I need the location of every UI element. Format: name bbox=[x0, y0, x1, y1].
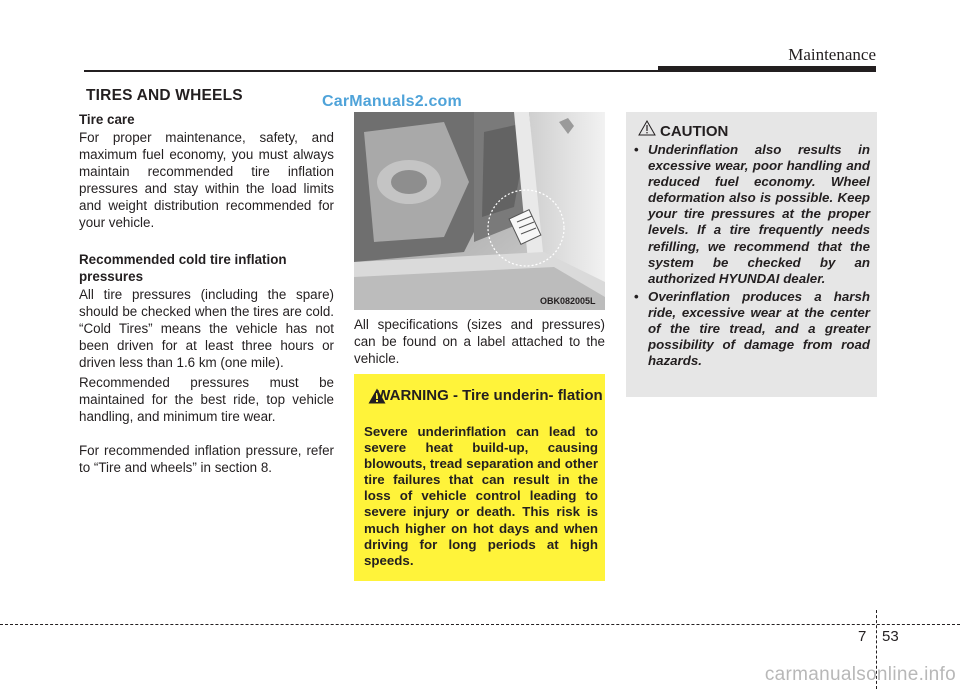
figure-caption: All specifications (sizes and pressures) can be found on a label attached to the vehicle. bbox=[354, 317, 605, 366]
caution-item bbox=[634, 142, 870, 287]
tire-care-paragraph: For proper maintenance, safety, and maximum fuel economy, you must always maintain recommended tire inflation pressures and stay within the load limits and weight distribution recommended for your vehicle. bbox=[79, 130, 334, 230]
caution-box bbox=[626, 112, 877, 397]
header-rule bbox=[84, 70, 660, 72]
tire-care-heading: Tire care bbox=[79, 112, 135, 127]
caution-item-text: Underinflation also results in excessive wear, poor handling and reduced fuel economy. Wheel deformation also is possible. Keep your tire pressures at the proper levels. If a tire frequently needs refilling, we recommend that the system be checked by an authorized HYUNDAI dealer. bbox=[648, 142, 870, 286]
cold-inflation-paragraph-1: All tire pressures (including the spare) should be checked when the tires are cold. “Cold Tires” means the vehicle has not been driven for at least three hours or driven less than 1.6 km (one mile). bbox=[79, 287, 334, 370]
caution-list bbox=[634, 142, 870, 371]
header-rule-thick bbox=[658, 66, 876, 72]
caution-item bbox=[634, 289, 870, 369]
chapter-number: 7 bbox=[858, 628, 867, 645]
figure-code: OBK082005L bbox=[540, 296, 596, 306]
warning-title: WARNING - Tire underin- flation bbox=[376, 387, 603, 404]
bullet-icon: • bbox=[634, 142, 639, 157]
warning-text: Severe underinflation can lead to severe heat build-up, causing blowouts, tread separation and other tire failures that can result in the loss of vehicle control leading to severe injury or death. This risk is much higher on hot days and when driving for long periods at high speeds. bbox=[364, 424, 598, 568]
door-jamb-illustration bbox=[354, 112, 605, 310]
tire-label-photo bbox=[354, 112, 605, 310]
footer-rule bbox=[0, 624, 960, 625]
caution-triangle-icon bbox=[638, 120, 656, 141]
cold-inflation-paragraph-2: Recommended pressures must be maintained for the best ride, top vehicle handling, and minimum tire wear. bbox=[79, 375, 334, 424]
watermark-bottom[interactable]: carmanualsonline.info bbox=[764, 664, 956, 685]
page-number: 53 bbox=[882, 628, 899, 645]
caution-title: CAUTION bbox=[660, 123, 729, 140]
warning-box bbox=[354, 374, 605, 581]
bullet-icon: • bbox=[634, 288, 639, 304]
watermark-top[interactable]: CarManuals2.com bbox=[322, 93, 462, 110]
cold-inflation-paragraph-3: For recommended inflation pressure, refer to “Tire and wheels” in section 8. bbox=[79, 443, 334, 475]
section-title: TIRES AND WHEELS bbox=[86, 87, 243, 104]
cold-inflation-heading: Recommended cold tire inflation pressures bbox=[79, 252, 287, 284]
caution-item-text: Overinflation produces a harsh ride, excessive wear at the center of the tire tread, and a greater possibility of damage from road hazards. bbox=[648, 288, 870, 369]
running-header: Maintenance bbox=[788, 45, 876, 64]
